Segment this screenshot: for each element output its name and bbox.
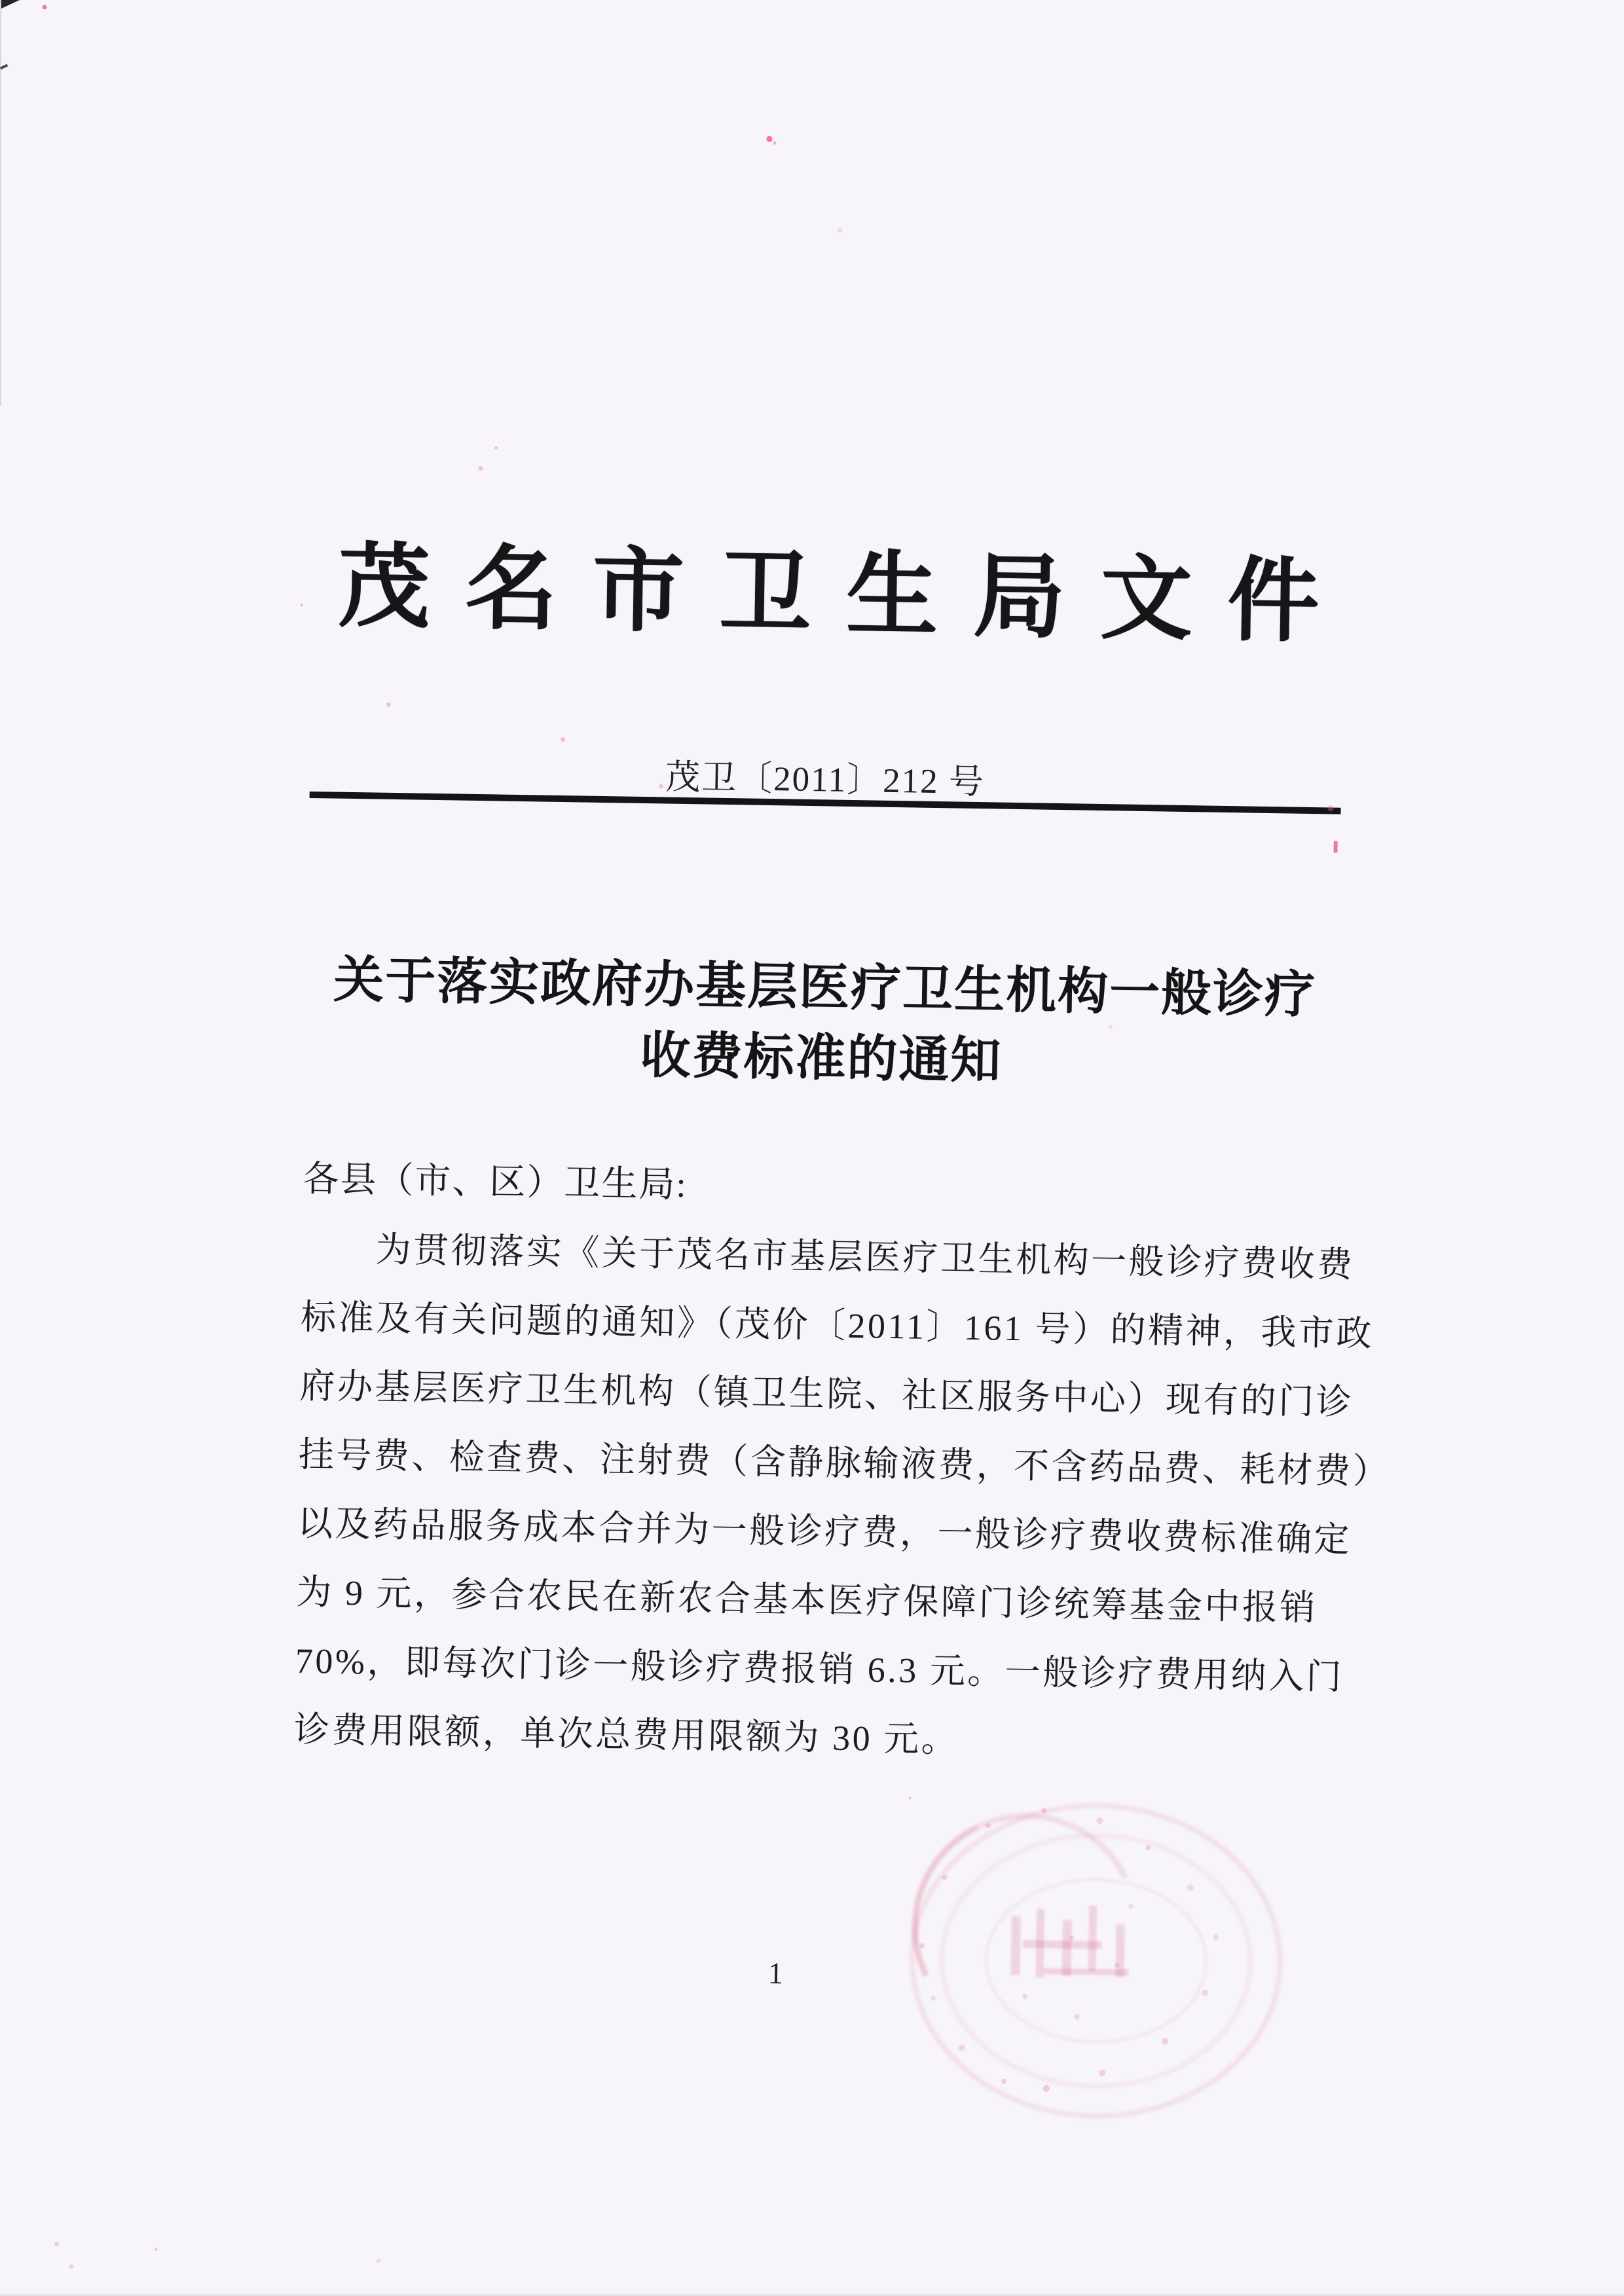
body-text-line: 以及药品服务成本合并为一般诊疗费，一般诊疗费收费标准确定 (297, 1503, 1352, 1560)
seal-speckle-dots (909, 1797, 912, 1800)
scan-left-edge-artifact (0, 0, 1, 406)
scan-corner-artifact (0, 0, 20, 9)
body-text-line: 标准及有关问题的通知》（茂价〔2011〕161 号）的精神，我市政 (300, 1297, 1375, 1354)
subject-title-line-1: 关于落实政府办基层医疗卫生机构一般诊疗 (333, 951, 1317, 1024)
seal-arc-highlight (881, 1782, 1171, 2071)
body-text-line: 府办基层医疗卫生机构（镇卫生院、社区服务中心）现有的门诊 (299, 1366, 1354, 1423)
body-text-line: 挂号费、检查费、注射费（含静脉输液费，不含药品费、耗材费） (298, 1434, 1391, 1491)
salutation: 各县（市、区）卫生局: (302, 1158, 688, 1205)
issuing-org-title: 茂名市卫生局文件 (337, 536, 1356, 654)
body-text-line: 为贯彻落实《关于茂名市基层医疗卫生机构一般诊疗费收费 (375, 1230, 1356, 1285)
body-text-line: 诊费用限额，单次总费用限额为 30 元。 (293, 1709, 959, 1760)
seal-center-glyph-marks (1004, 1897, 1189, 2004)
seal-middle-ring (938, 1831, 1254, 2090)
body-text-line: 为 9 元，参合农民在新农合基本医疗保障门诊统筹基金中报销 (296, 1572, 1318, 1628)
body-text-line: 70%，即每次门诊一般诊疗费报销 6.3 元。一般诊疗费用纳入门 (295, 1641, 1344, 1697)
page-number: 1 (767, 1956, 784, 1990)
seal-inner-ring (984, 1876, 1209, 2045)
official-red-seal-stamp (904, 1797, 1289, 2125)
document-number: 茂卫〔2011〕212 号 (665, 758, 986, 802)
subject-title-line-2: 收费标准的通知 (639, 1027, 1003, 1089)
seal-outer-ring (908, 1801, 1284, 2121)
red-ink-speck (1333, 841, 1337, 853)
